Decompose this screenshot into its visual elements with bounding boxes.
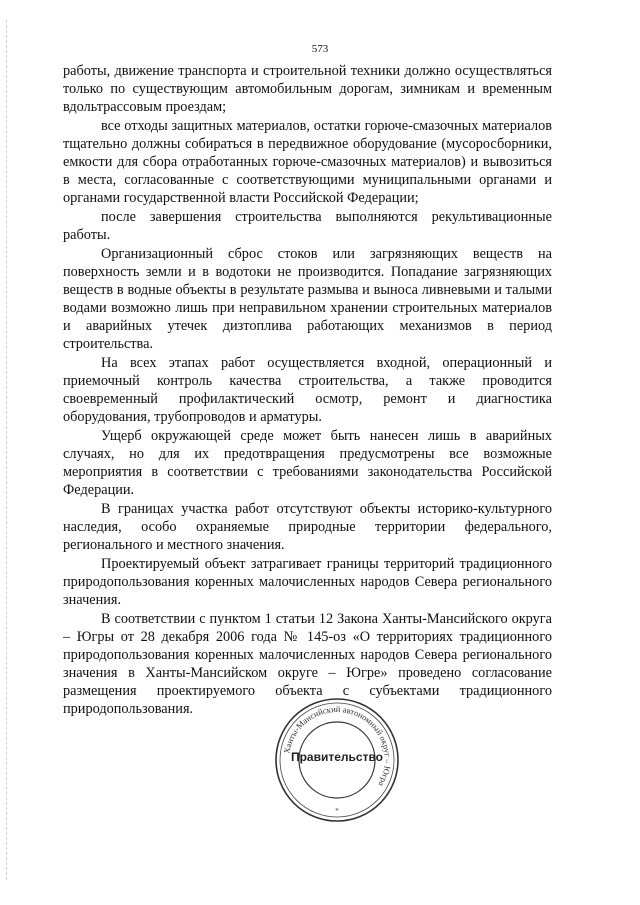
- government-seal-stamp: [272, 695, 402, 825]
- paragraph: В соответствии с пунктом 1 статьи 12 Закона Ханты-Мансийского округа – Югры от 28 декабря 2006 года № 145-оз «О территориях традиционного природопользования коренных малочисленных народов Севера регионального значения в Ханты-Мансийском округе – Югре» проведено согласование размещения проектируемого объекта с субъектами традиционного природопользования.: [63, 611, 552, 717]
- paragraph: Ущерб окружающей среде может быть нанесен лишь в аварийных случаях, но для их предотвращения предусмотрены все возможные мероприятия в соответствии с требованиями законодательства Российской Федерации.: [63, 428, 552, 498]
- document-body: [63, 62, 552, 719]
- paragraph: после завершения строительства выполняются рекультивационные работы.: [63, 209, 552, 243]
- svg-text:*: *: [335, 807, 339, 815]
- paragraph: работы, движение транспорта и строительной техники должно осуществляться только по существующим автомобильным дорогам, зимникам и временным вдольтрассовым проездам;: [63, 63, 552, 115]
- seal-center-text: Правительство: [290, 750, 384, 764]
- page-number: 573: [311, 43, 329, 55]
- paragraph: Организационный сброс стоков или загрязняющих веществ на поверхность земли и в водотоки не производится. Попадание загрязняющих веществ в водные объекты в результате размыва и выноса ливневыми и талыми водами возможно лишь при неправильном хранении строительных материалов и аварийных утечек дизтоплива работающих механизмов в период строительства.: [63, 246, 552, 352]
- paragraph: Проектируемый объект затрагивает границы территорий традиционного природопользования коренных малочисленных народов Севера регионального значения.: [63, 556, 552, 608]
- seal-ring-text: Ханты-Мансийский автономный округ – Югра: [281, 703, 394, 789]
- paragraph: В границах участка работ отсутствуют объекты историко-культурного наследия, особо охраняемые природные территории федерального, регионального и местного значения.: [63, 501, 552, 553]
- scan-margin-line: [6, 20, 8, 880]
- paragraph: На всех этапах работ осуществляется входной, операционный и приемочный контроль качества строительства, а также проводится своевременный профилактический осмотр, ремонт и диагностика оборудования, трубопроводов и арматуры.: [63, 355, 552, 425]
- paragraph: все отходы защитных материалов, остатки горюче-смазочных материалов тщательно должны собираться в передвижное оборудование (мусоросборники, емкости для сбора отработанных горюче-смазочных материалов) и вывозиться в места, согласованные с соответствующими муниципальными органами и органами государственной власти Российской Федерации;: [63, 118, 552, 206]
